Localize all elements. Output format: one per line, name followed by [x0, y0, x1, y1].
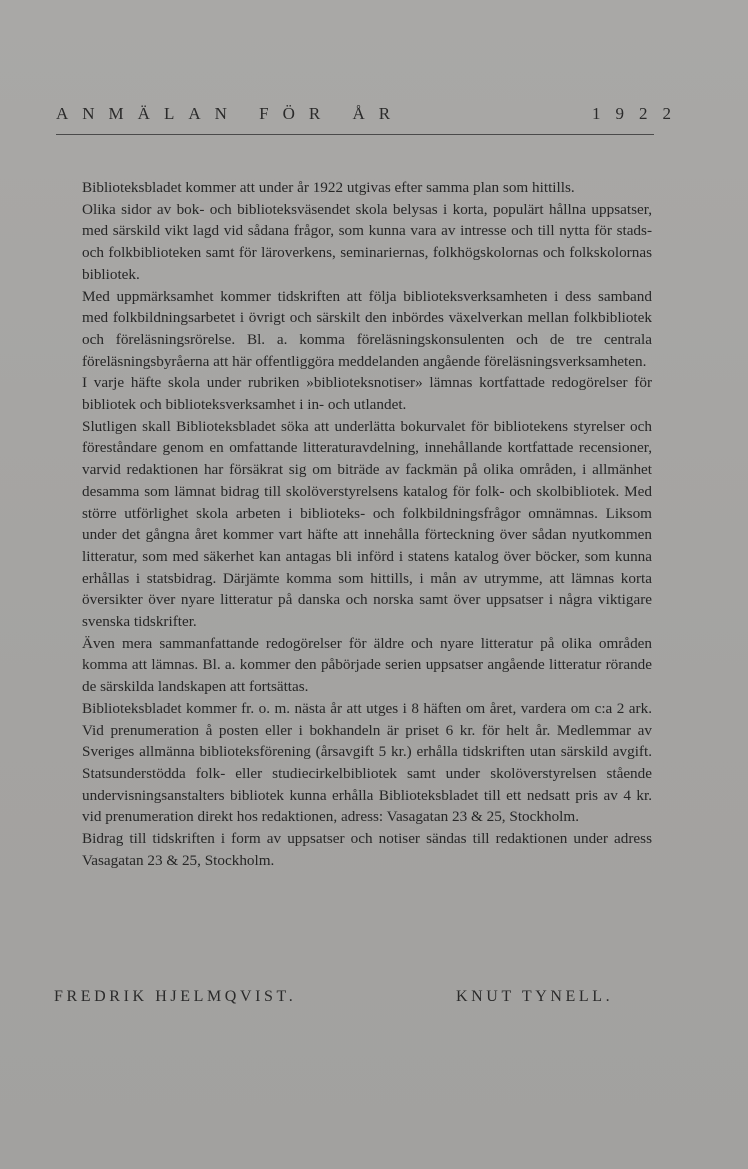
header-title: ANMÄLAN FÖR ÅR: [56, 104, 405, 123]
paragraph-1: Biblioteksbladet kommer att under år 1922 utgivas efter samma plan som hittills.: [82, 179, 575, 196]
signature-right: KNUT TYNELL.: [456, 988, 614, 1005]
paragraph-4: I varje häfte skola under rubriken »biblioteksnotiser» lämnas kortfattade redogörelser för bibliotek och biblioteksverksamhet i in- och utlandet.: [82, 374, 652, 414]
announcement-header: [56, 104, 686, 124]
paragraph-8: Bidrag till tidskriften i form av uppsatser och notiser sändas till redaktionen under adress Vasagatan 23 & 25, Stockholm.: [82, 830, 652, 869]
paragraph-6: Även mera sammanfattande redogörelser för äldre och nyare litteratur på olika områden komma att lämnas. Bl. a. kommer den påbörjade serien uppsatser angående litteratur rörande de särskilda landskapen att fortsättas.: [82, 634, 652, 696]
header-rule: [56, 134, 654, 135]
signature-left: FREDRIK HJELMQVIST.: [54, 988, 297, 1005]
paragraph-3: Med uppmärksamhet kommer tidskriften att följa biblioteksverksamheten i dess samband med folkbildningsarbetet i övrigt och särskilt den inbördes växelverkan mellan folkbibliotek och föreläsningsrörelse. Bl. a. komma föreläsningskonsulenten och de tre centrala föreläsningsbyråerna att här offentliggöra meddelanden angående föreläsningsverksamheten.: [82, 287, 652, 370]
paragraph-5: Slutligen skall Biblioteksbladet söka att underlätta bokurvalet för bibliotekens styrelser och föreståndare genom en omfattande litteraturavdelning, innehållande kortfattade recensioner, varvid redaktionen har försäkrat sig om biträde av fackmän på olika områden, i allmänhet desamma som lämnat bidrag till skolöverstyrelsens katalog för folk- och skolbibliotek. Med större utförlighet skola arbeten i biblioteks- och folkbildningsfrågor omnämnas. Liksom under det gångna året kommer vart häfte att innehålla förteckning över sådan nyutkommen litteratur, som med säkerhet kan antagas bli införd i statens katalog över böcker, som kunna erhållas i statsbidrag. Därjämte komma som hittills, i mån av utrymme, att lämnas korta översikter över nyare litteratur på danska och norska samt över uppsatser i några viktigare svenska tidskrifter.: [82, 417, 652, 631]
paragraph-7: Biblioteksbladet kommer fr. o. m. nästa år att utges i 8 häften om året, vardera om c:a 2 ark. Vid prenumeration å posten eller i bokhandeln är priset 6 kr. för helt år. Medlemmar av Sveriges allmänna biblioteksförening (årsavgift 5 kr.) erhålla tidskriften utan särskild avgift. Statsunderstödda folk- eller studiecirkelbibliotek samt under skolöverstyrelsen stående undervisningsanstalters bibliotek kunna erhålla Biblioteksbladet till ett nedsatt pris av 4 kr. vid prenumeration direkt hos redaktionen, adress: Vasagatan 23 & 25, Stockholm.: [82, 699, 652, 826]
paragraph-2: Olika sidor av bok- och biblioteksväsendet skola belysas i korta, populärt hållna uppsatser, med särskild vikt lagd vid sådana frågor, som kunna vara av intresse och till nytta för stads- och folkbiblioteken samt för läroverkens, seminariernas, folkhögskolornas och folkskolornas bibliotek.: [82, 200, 652, 283]
header-year: 1922: [592, 104, 686, 123]
body-text: [82, 177, 652, 872]
